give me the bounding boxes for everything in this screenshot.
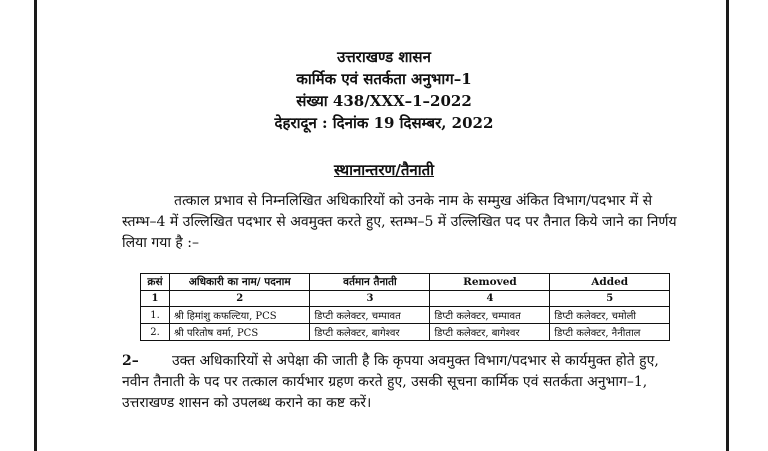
column-number: 5 — [550, 291, 670, 307]
paragraph-number: 2– — [122, 353, 139, 369]
table-cell: श्री परितोष वर्मा, PCS — [170, 324, 310, 341]
table-header-cell: Added — [550, 274, 670, 291]
table-row — [141, 324, 670, 341]
table-cell: 1. — [141, 307, 170, 324]
table-column-number-row — [141, 291, 670, 307]
column-number: 3 — [310, 291, 430, 307]
table-row — [141, 307, 670, 324]
department-name: कार्मिक एवं सतर्कता अनुभाग–1 — [296, 70, 472, 88]
paragraph-2-text: उक्त अधिकारियों से अपेक्षा की जाती है कि कृपया अवमुक्त विभाग/पदभार से कार्यमुक्त होते हुए, नवीन तैनाती के पद पर तत्काल कार्यभार ग्रहण करते हुए, उसकी सूचना कार्मिक एवं सतर्कता अनुभाग–1, उत्तराखण्ड शासन को उपलब्ध कराने का कष्ट करें। — [122, 353, 659, 411]
govt-name: उत्तराखण्ड शासन — [337, 48, 431, 66]
order-date: देहरादून : दिनांक 19 दिसम्बर, 2022 — [274, 114, 494, 132]
transfer-table — [140, 273, 670, 341]
table-cell: डिप्टी कलेक्टर, चम्पावत — [310, 307, 430, 324]
column-number: 1 — [141, 291, 170, 307]
paragraph-2 — [122, 351, 678, 414]
table-header-cell: क्रसं — [141, 274, 170, 291]
table-cell: डिप्टी कलेक्टर, नैनीताल — [550, 324, 670, 341]
order-number: संख्या 438/XXX–1–2022 — [296, 92, 472, 110]
column-number: 4 — [430, 291, 550, 307]
table-header-row — [141, 274, 670, 291]
column-number: 2 — [170, 291, 310, 307]
table-cell: 2. — [141, 324, 170, 341]
table-cell: डिप्टी कलेक्टर, चमोली — [550, 307, 670, 324]
table-header-cell: वर्तमान तैनाती — [310, 274, 430, 291]
table-cell: डिप्टी कलेक्टर, बागेश्वर — [430, 324, 550, 341]
table-cell: डिप्टी कलेक्टर, चम्पावत — [430, 307, 550, 324]
document-header — [0, 46, 768, 134]
paragraph-1: तत्काल प्रभाव से निम्नलिखित अधिकारियों को उनके नाम के सम्मुख अंकित विभाग/पदभार में से स्तम्भ–4 में उल्लिखित पदभार से अवमुक्त करते हुए, स्तम्भ–5 में उल्लिखित पद पर तैनात किये जाने का निर्णय लिया गया है :– — [122, 193, 677, 251]
table-header-cell: अधिकारी का नाम/ पदनाम — [170, 274, 310, 291]
subject-heading: स्थानान्तरण/तैनाती — [333, 161, 435, 179]
table-cell: श्री हिमांशु कफल्टिया, PCS — [170, 307, 310, 324]
table-cell: डिप्टी कलेक्टर, बागेश्वर — [310, 324, 430, 341]
table-header-cell: Removed — [430, 274, 550, 291]
